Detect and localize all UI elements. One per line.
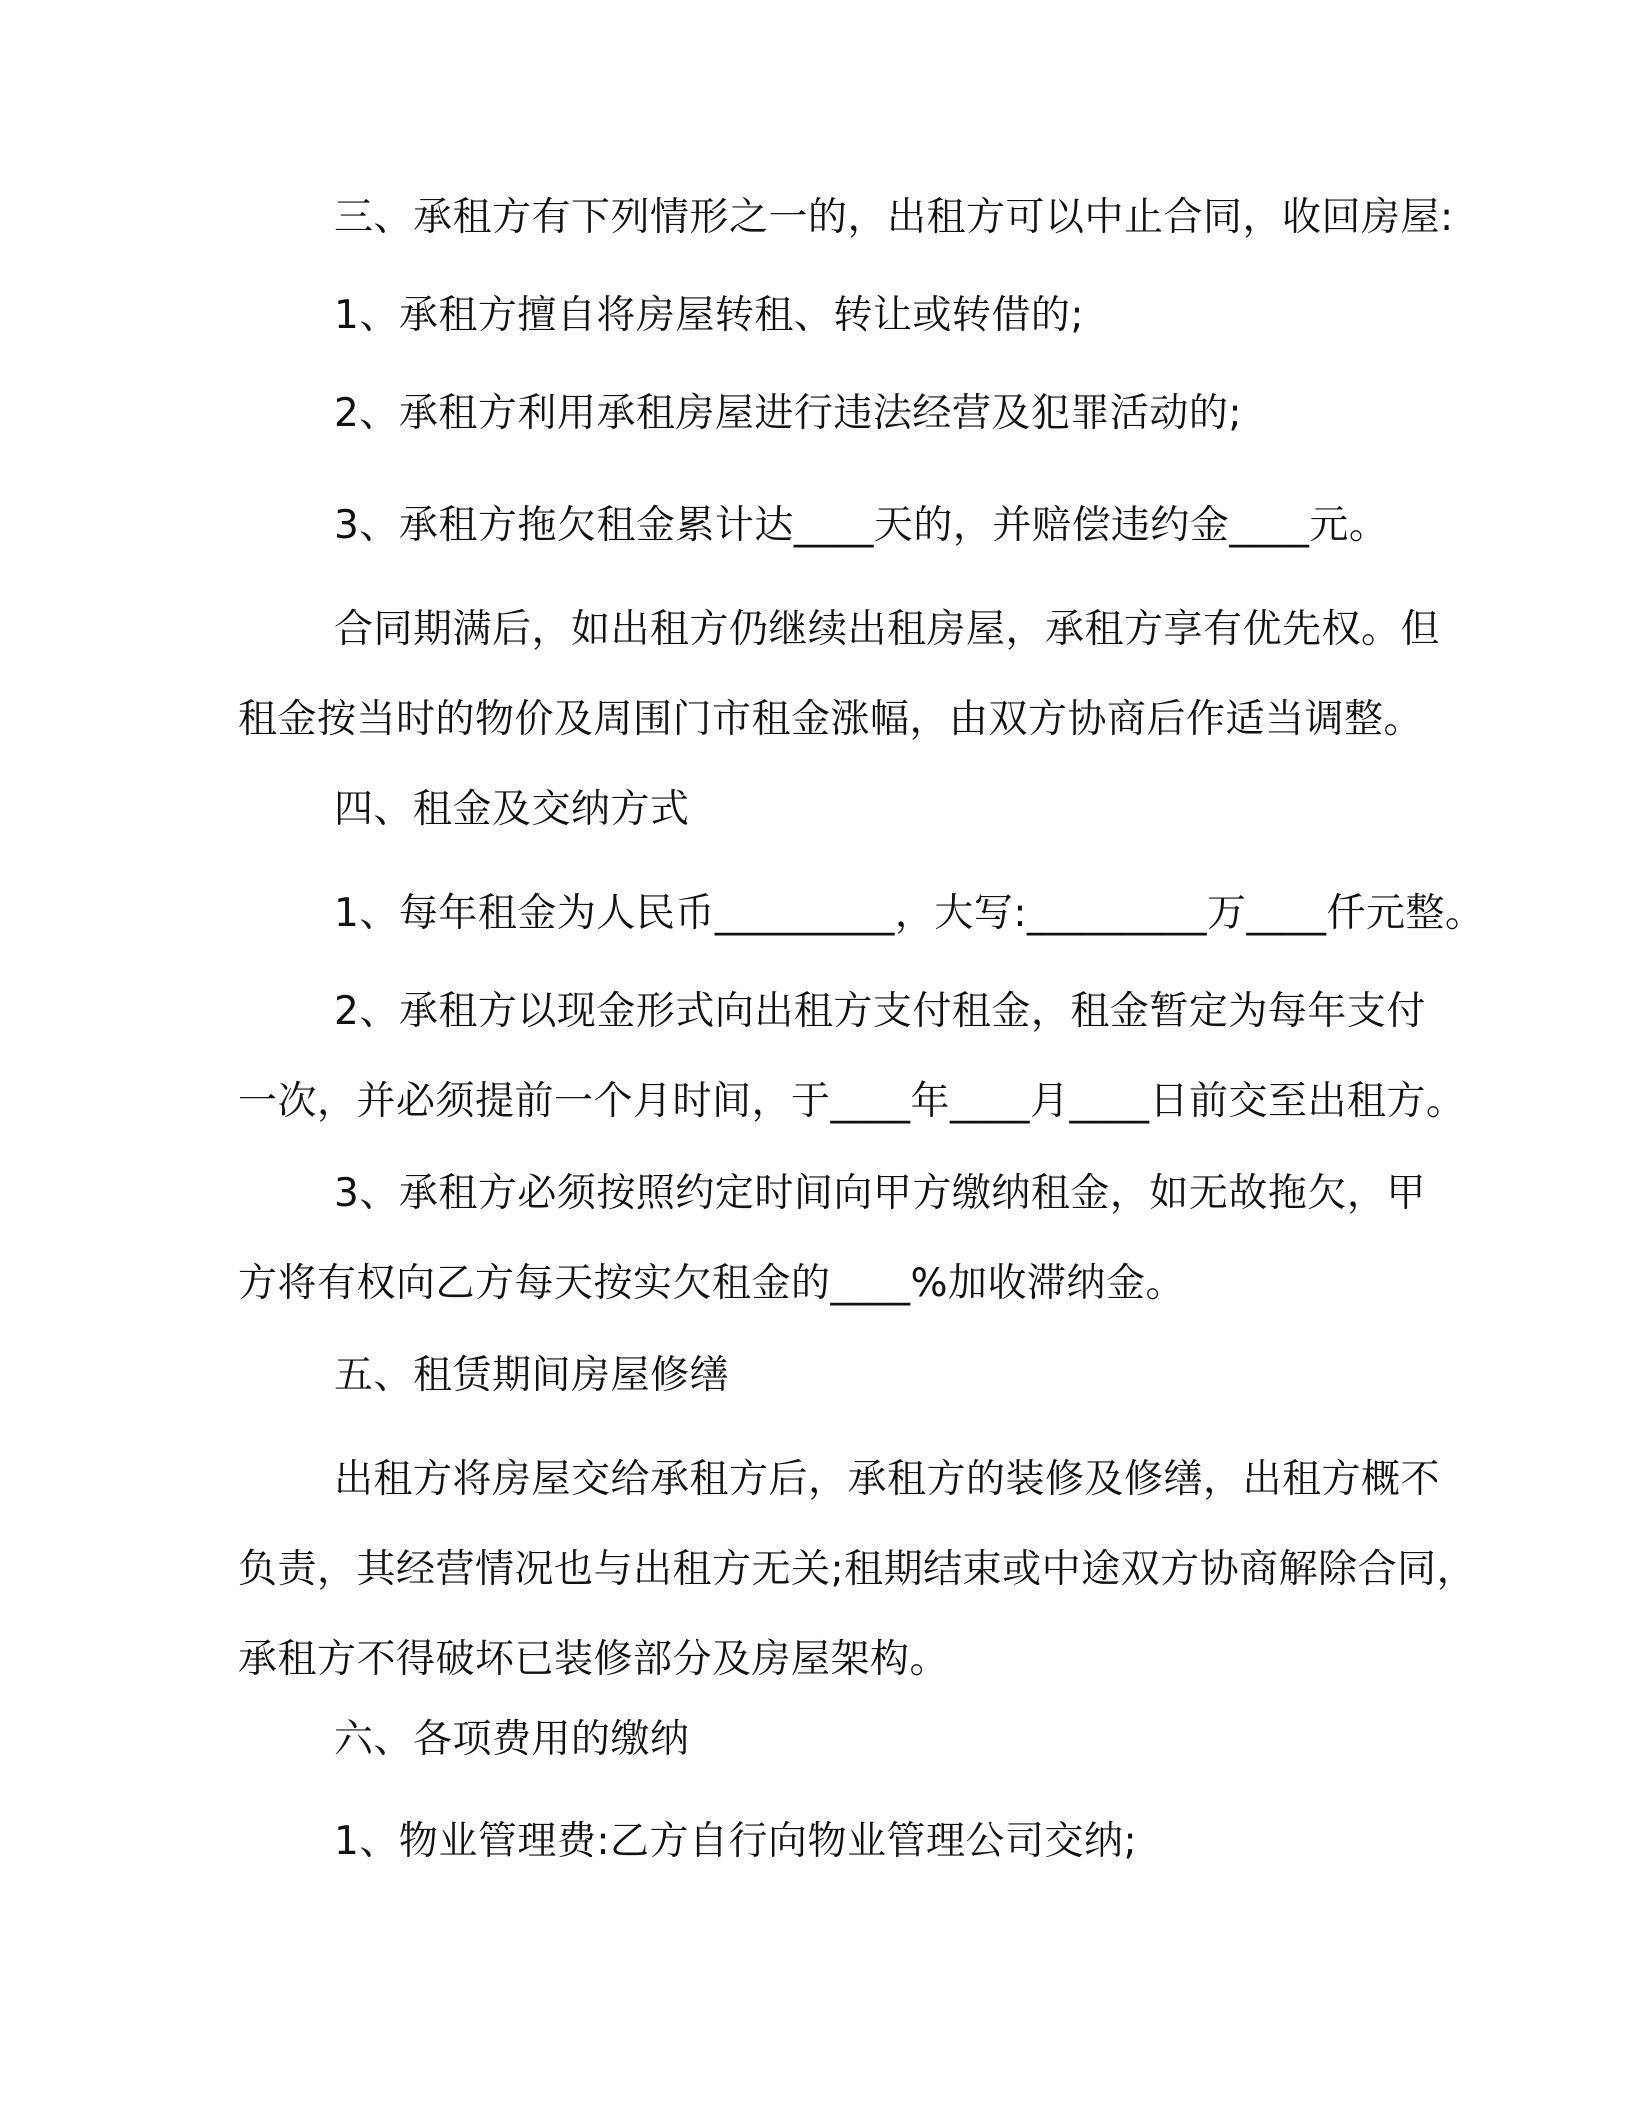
renewal-line-2: 租金按当时的物价及周围门市租金涨幅，由双方协商后作适当调整。 bbox=[238, 697, 1424, 742]
section-3-item-2 bbox=[238, 384, 1408, 444]
section-5-body-line-2: 负责，其经营情况也与出租方无关;租期结束或中途双方协商解除合同， bbox=[238, 1547, 1477, 1592]
section-4-heading-text: 四、租金及交纳方式 bbox=[334, 787, 690, 832]
section-3-heading bbox=[238, 188, 1454, 248]
section-4-item-2-line-1: 2、承租方以现金形式向出租方支付租金，租金暂定为每年支付 bbox=[334, 989, 1426, 1034]
section-3-item-1-text: 1、承租方擅自将房屋转租、转让或转借的; bbox=[334, 293, 1084, 338]
section-4-item-3-line-1: 3、承租方必须按照约定时间向甲方缴纳租金，如无故拖欠，甲 bbox=[334, 1171, 1426, 1216]
section-4-item-2 bbox=[238, 982, 1466, 1132]
section-5-heading bbox=[238, 1346, 1408, 1406]
section-3-item-3-text: 3、承租方拖欠租金累计达____天的，并赔偿违约金____元。 bbox=[334, 503, 1389, 548]
section-5-heading-text: 五、租赁期间房屋修缮 bbox=[334, 1353, 730, 1398]
section-6-heading bbox=[238, 1710, 1408, 1770]
section-5-body-line-1: 出租方将房屋交给承租方后，承租方的装修及修缮，出租方概不 bbox=[334, 1457, 1441, 1502]
section-5-body bbox=[238, 1450, 1477, 1690]
section-6-item-1-text: 1、物业管理费:乙方自行向物业管理公司交纳; bbox=[334, 1819, 1138, 1864]
section-5-body-line-3: 承租方不得破坏已装修部分及房屋架构。 bbox=[238, 1637, 950, 1682]
renewal-line-1: 合同期满后，如出租方仍继续出租房屋，承租方享有优先权。但 bbox=[334, 607, 1441, 652]
section-6-item-1 bbox=[238, 1812, 1408, 1872]
section-4-item-2-line-2: 一次，并必须提前一个月时间，于____年____月____日前交至出租方。 bbox=[238, 1079, 1466, 1124]
section-3-item-2-text: 2、承租方利用承租房屋进行违法经营及犯罪活动的; bbox=[334, 391, 1242, 436]
section-4-heading bbox=[238, 780, 1408, 840]
section-4-item-3-line-2: 方将有权向乙方每天按实欠租金的____%加收滞纳金。 bbox=[238, 1261, 1186, 1306]
section-3-heading-text: 三、承租方有下列情形之一的，出租方可以中止合同，收回房屋: bbox=[334, 195, 1454, 240]
section-4-item-3 bbox=[238, 1164, 1426, 1314]
renewal-paragraph bbox=[238, 600, 1441, 750]
section-4-item-1-text: 1、每年租金为人民币_________，大写:_________万____仟元整。 bbox=[334, 891, 1485, 936]
section-6-heading-text: 六、各项费用的缴纳 bbox=[334, 1717, 690, 1762]
section-3-item-1 bbox=[238, 286, 1408, 346]
section-4-item-1 bbox=[238, 884, 1485, 944]
section-3-item-3 bbox=[238, 496, 1408, 556]
